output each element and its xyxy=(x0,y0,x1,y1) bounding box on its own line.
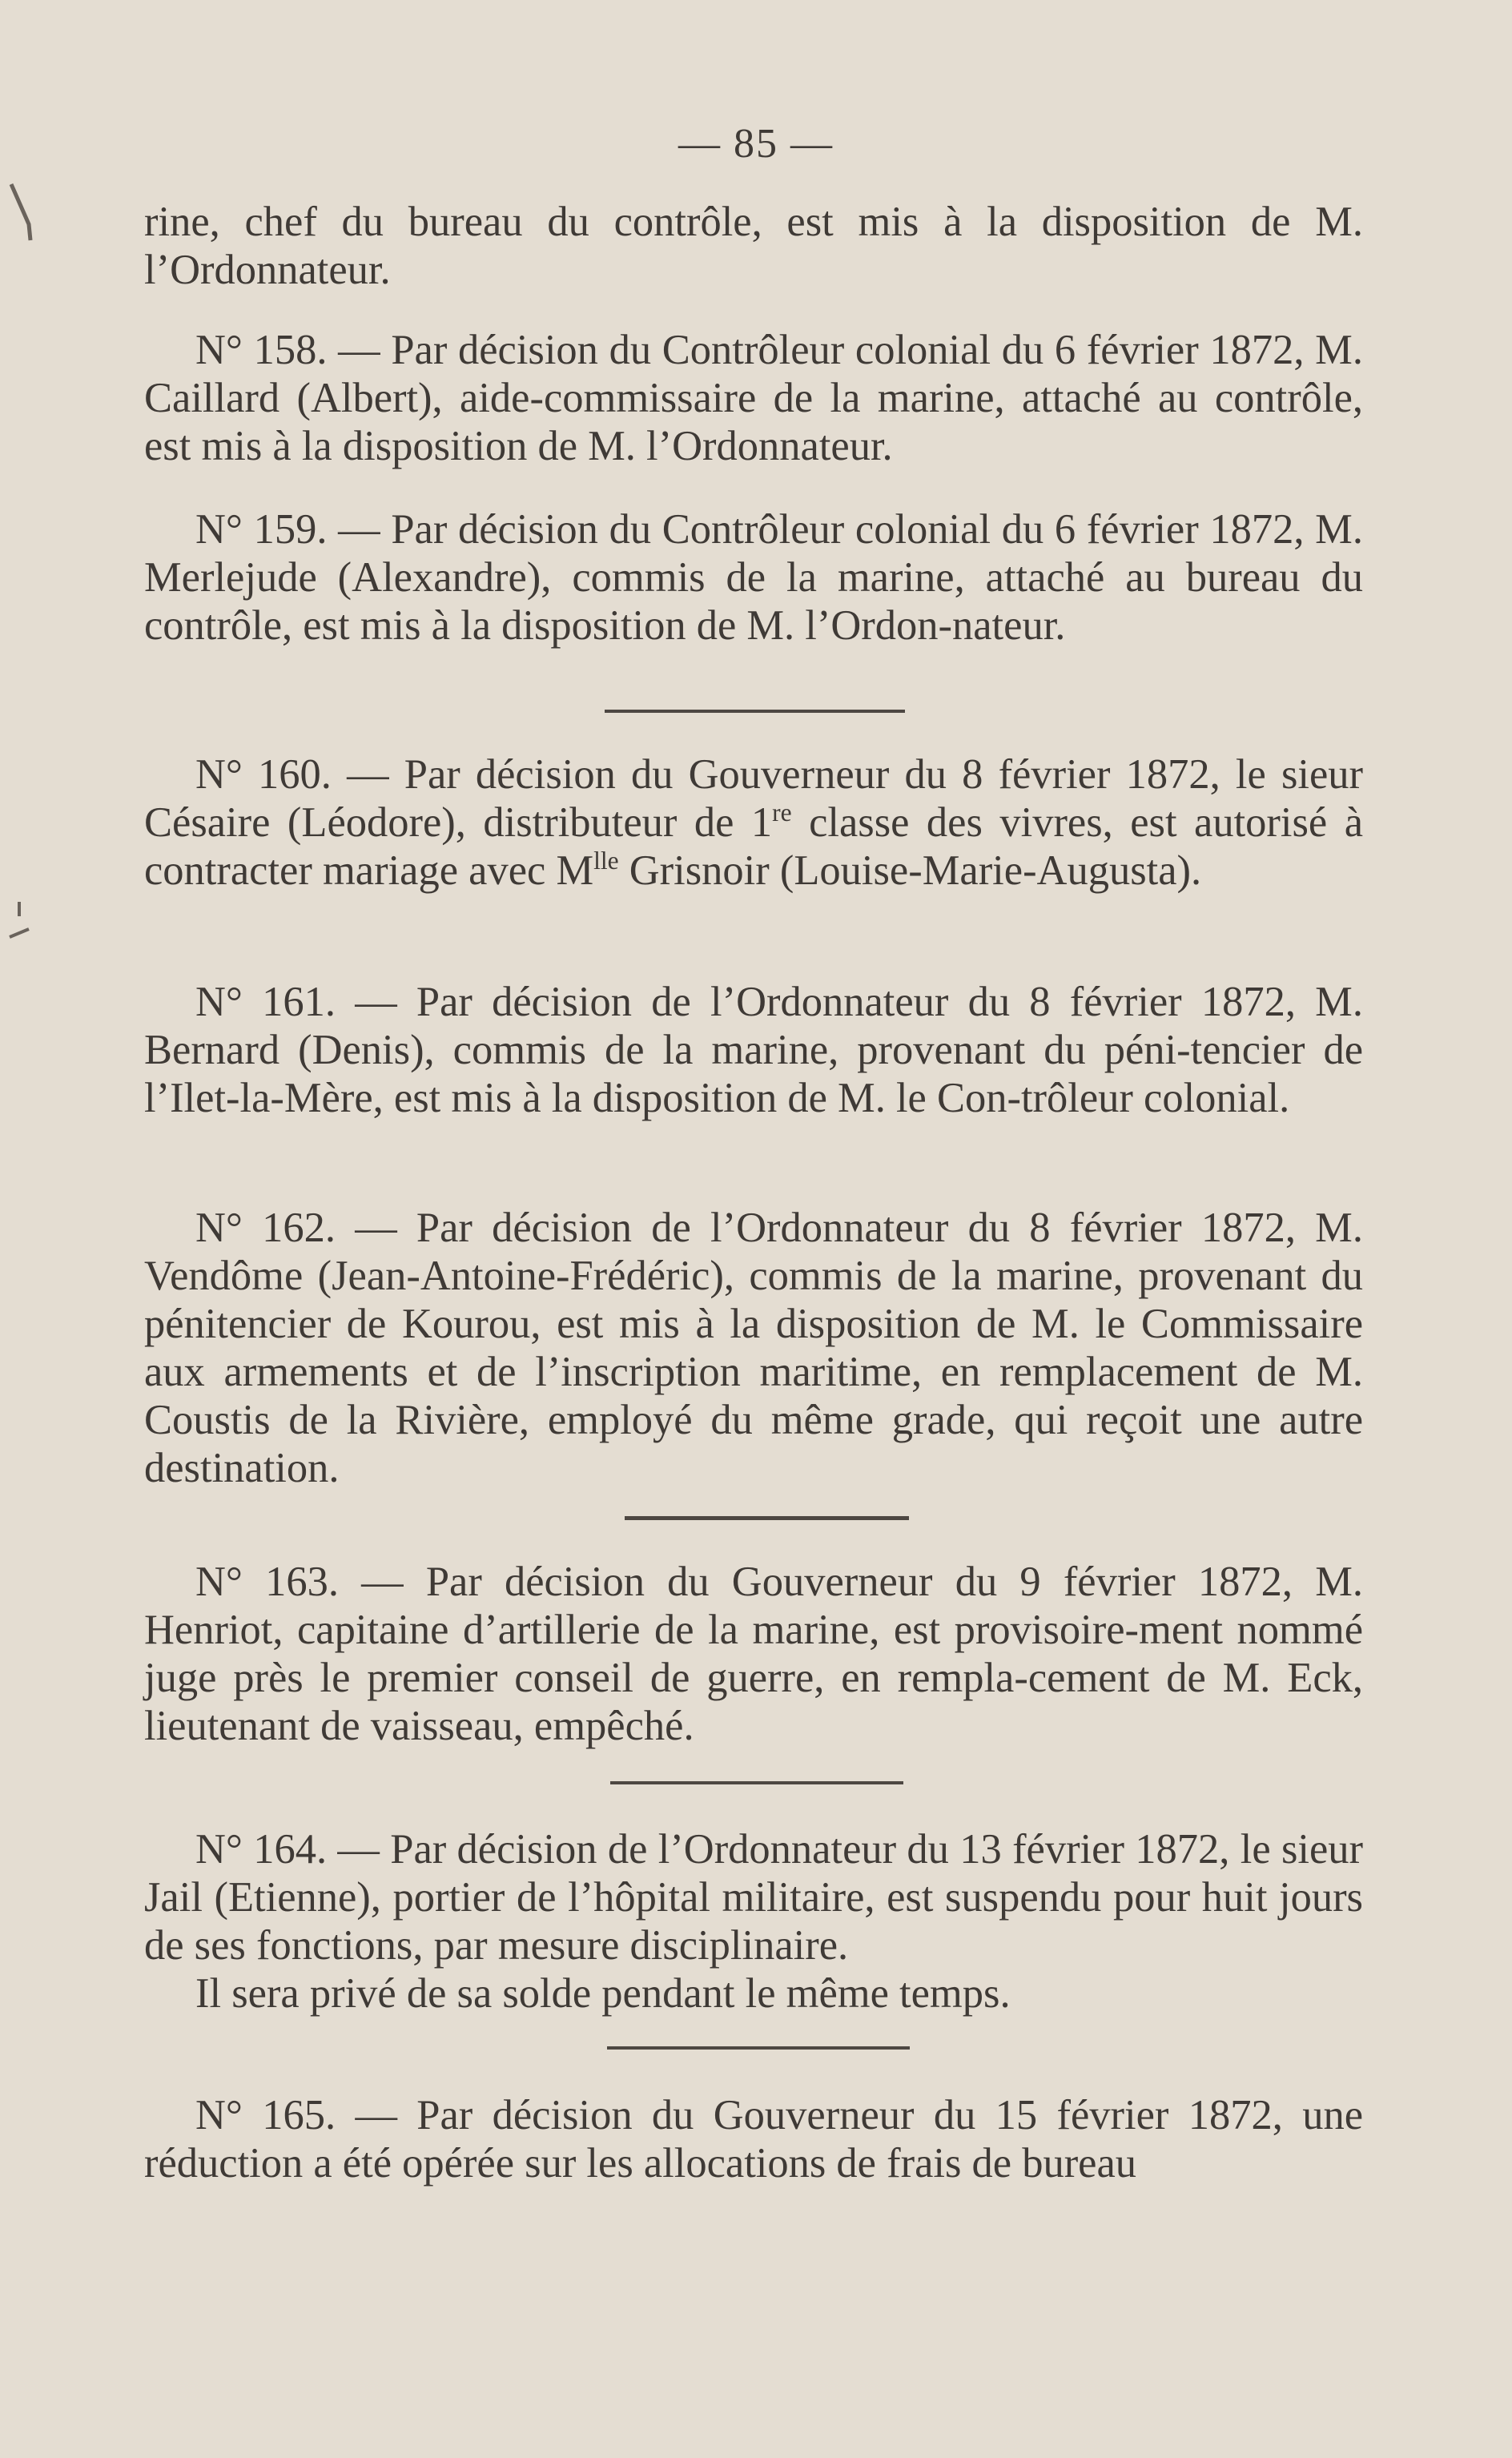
entry-text-middle: classe des vivres, est autorisé à contracter mariage avec M xyxy=(144,799,1364,894)
entry-164 xyxy=(144,1825,1363,2017)
paragraph-text: N° 163. — Par décision du Gouverneur du 9 février 1872, M. Henriot, capitaine d’artillerie de la marine, est provisoire-ment nommé juge près le premier conseil de guerre, en rempla-cement de M. Eck, lieutenant de vaisseau, empêché. xyxy=(144,1559,1363,1749)
paragraph-text: Il sera privé de sa solde pendant le même temps. xyxy=(195,1970,1011,2017)
entry-text-start: N° 160. — Par décision du Gouverneur du 8 février 1872, le sieur Césaire (Léodore), distributeur de 1 xyxy=(144,751,1363,846)
paragraph-text: N° 164. — Par décision de l’Ordonnateur du 13 février 1872, le sieur Jail (Etienne), portier de l’hôpital militaire, est suspendu pour huit jours de ses fonctions, par mesure disciplinaire. xyxy=(144,1826,1363,1969)
entry-160 xyxy=(144,750,1363,895)
paragraph-text: N° 161. — Par décision de l’Ordonnateur du 8 février 1872, M. Bernard (Denis), commis de la marine, provenant du péni-tencier de l’Ilet-la-Mère, est mis à la disposition de M. le Con-trôleur colonial. xyxy=(144,979,1363,1121)
entry-159 xyxy=(144,505,1363,650)
separator-rule xyxy=(607,2046,910,2050)
entry-text-end: Grisnoir (Louise-Marie-Augusta). xyxy=(618,847,1202,894)
paragraph-text xyxy=(144,750,1363,895)
superscript-re: re xyxy=(772,799,792,827)
paragraph-text: N° 165. — Par décision du Gouverneur du 15 février 1872, une réduction a été opérée sur les allocations de frais de bureau xyxy=(144,2092,1363,2186)
margin-blemish xyxy=(5,897,37,945)
separator-rule xyxy=(625,1516,909,1520)
page-number: — 85 — xyxy=(678,121,834,167)
entry-163 xyxy=(144,1558,1363,1750)
paragraph-text: N° 158. — Par décision du Contrôleur colonial du 6 février 1872, M. Caillard (Albert), aide-commissaire de la marine, attaché au contrôle, est mis à la disposition de M. l’Ordonnateur. xyxy=(144,327,1363,469)
separator-rule xyxy=(610,1781,903,1784)
entry-165 xyxy=(144,2091,1363,2187)
entry-161 xyxy=(144,978,1363,1122)
entry-158 xyxy=(144,326,1363,470)
margin-blemish xyxy=(6,176,38,248)
paragraph-text: N° 162. — Par décision de l’Ordonnateur du 8 février 1872, M. Vendôme (Jean-Antoine-Frédéric), commis de la marine, provenant du pénitencier de Kourou, est mis à la disposition de M. le Commissaire aux armements et de l’inscription maritime, en remplacement de M. Coustis de la Rivière, employé du même grade, qui reçoit une autre destination. xyxy=(144,1205,1363,1491)
separator-rule xyxy=(605,710,905,713)
entry-162 xyxy=(144,1204,1363,1492)
paragraph-continuation xyxy=(144,198,1363,294)
superscript-lle: lle xyxy=(593,847,619,875)
paragraph-text: N° 159. — Par décision du Contrôleur colonial du 6 février 1872, M. Merlejude (Alexandre), commis de la marine, attaché au bureau du contrôle, est mis à la disposition de M. l’Ordon-nateur. xyxy=(144,506,1363,649)
paragraph-text: rine, chef du bureau du contrôle, est mis à la disposition de M. l’Ordonnateur. xyxy=(144,199,1363,293)
